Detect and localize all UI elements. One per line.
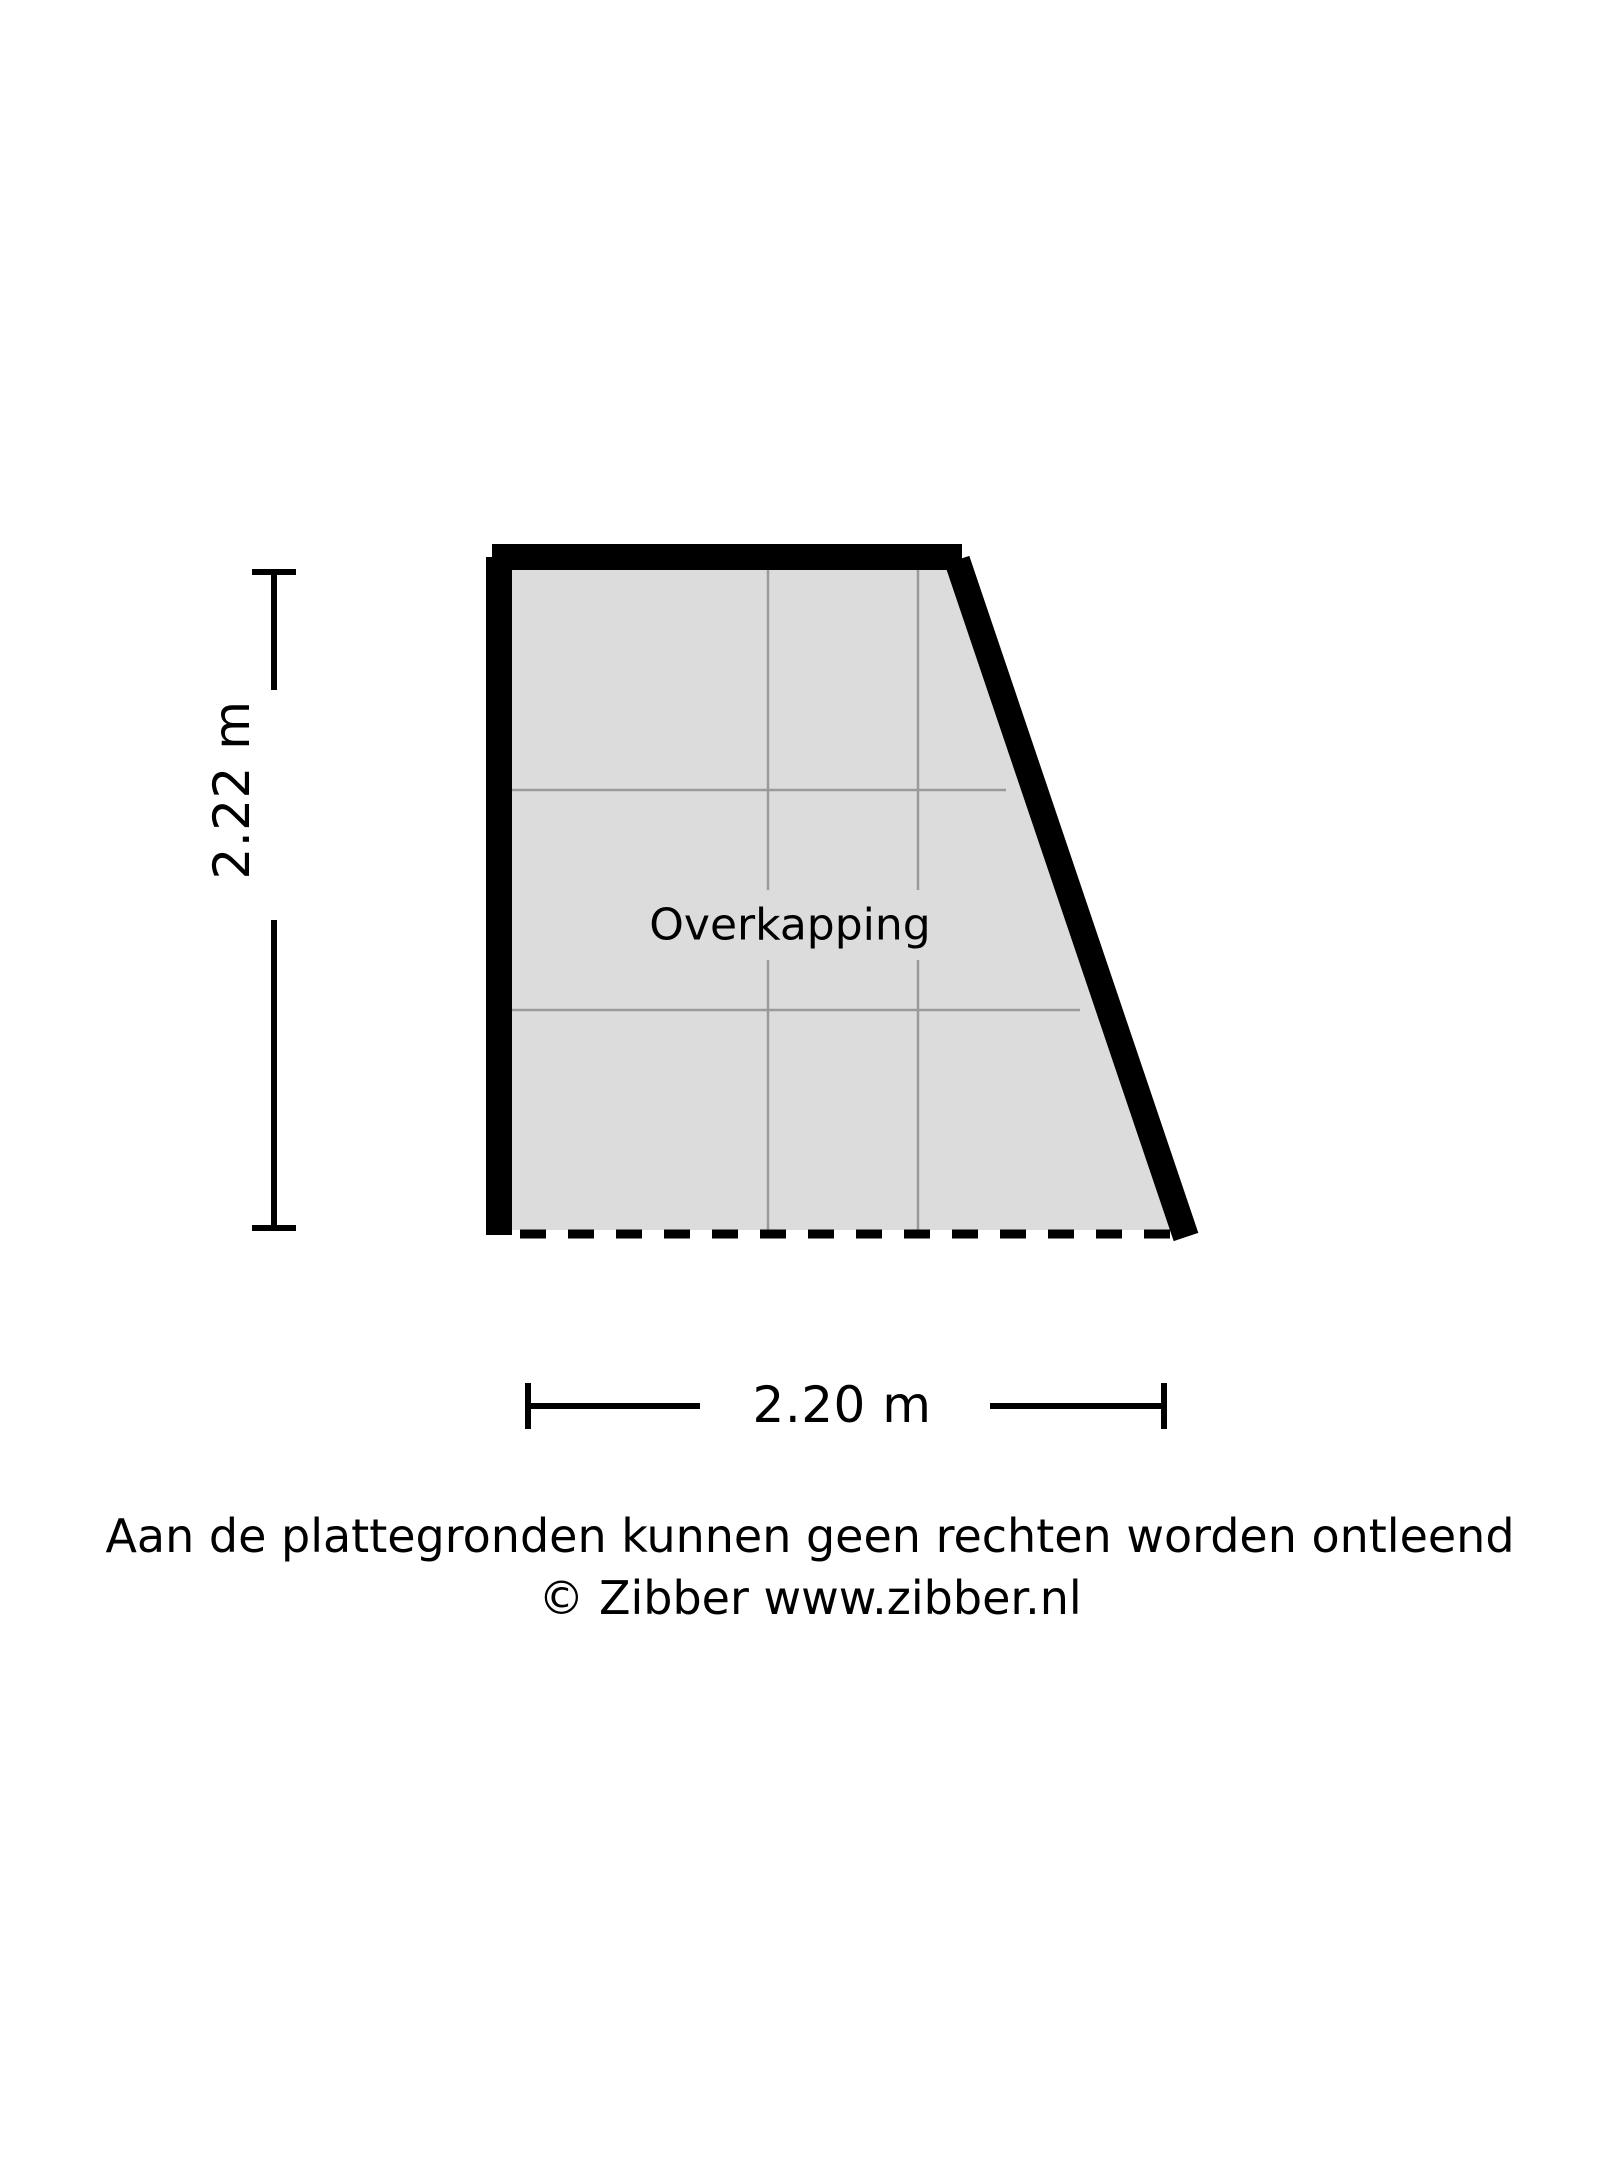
room-name-label: Overkapping: [649, 899, 931, 951]
footer: [0, 1505, 1620, 1629]
footer-copyright: © Zibber www.zibber.nl: [538, 1571, 1082, 1625]
vertical-dimension-label: 2.22 m: [203, 700, 261, 880]
horizontal-dimension-label: 2.20 m: [752, 1376, 932, 1434]
footer-disclaimer: Aan de plattegronden kunnen geen rechten worden ontleend: [105, 1509, 1515, 1563]
